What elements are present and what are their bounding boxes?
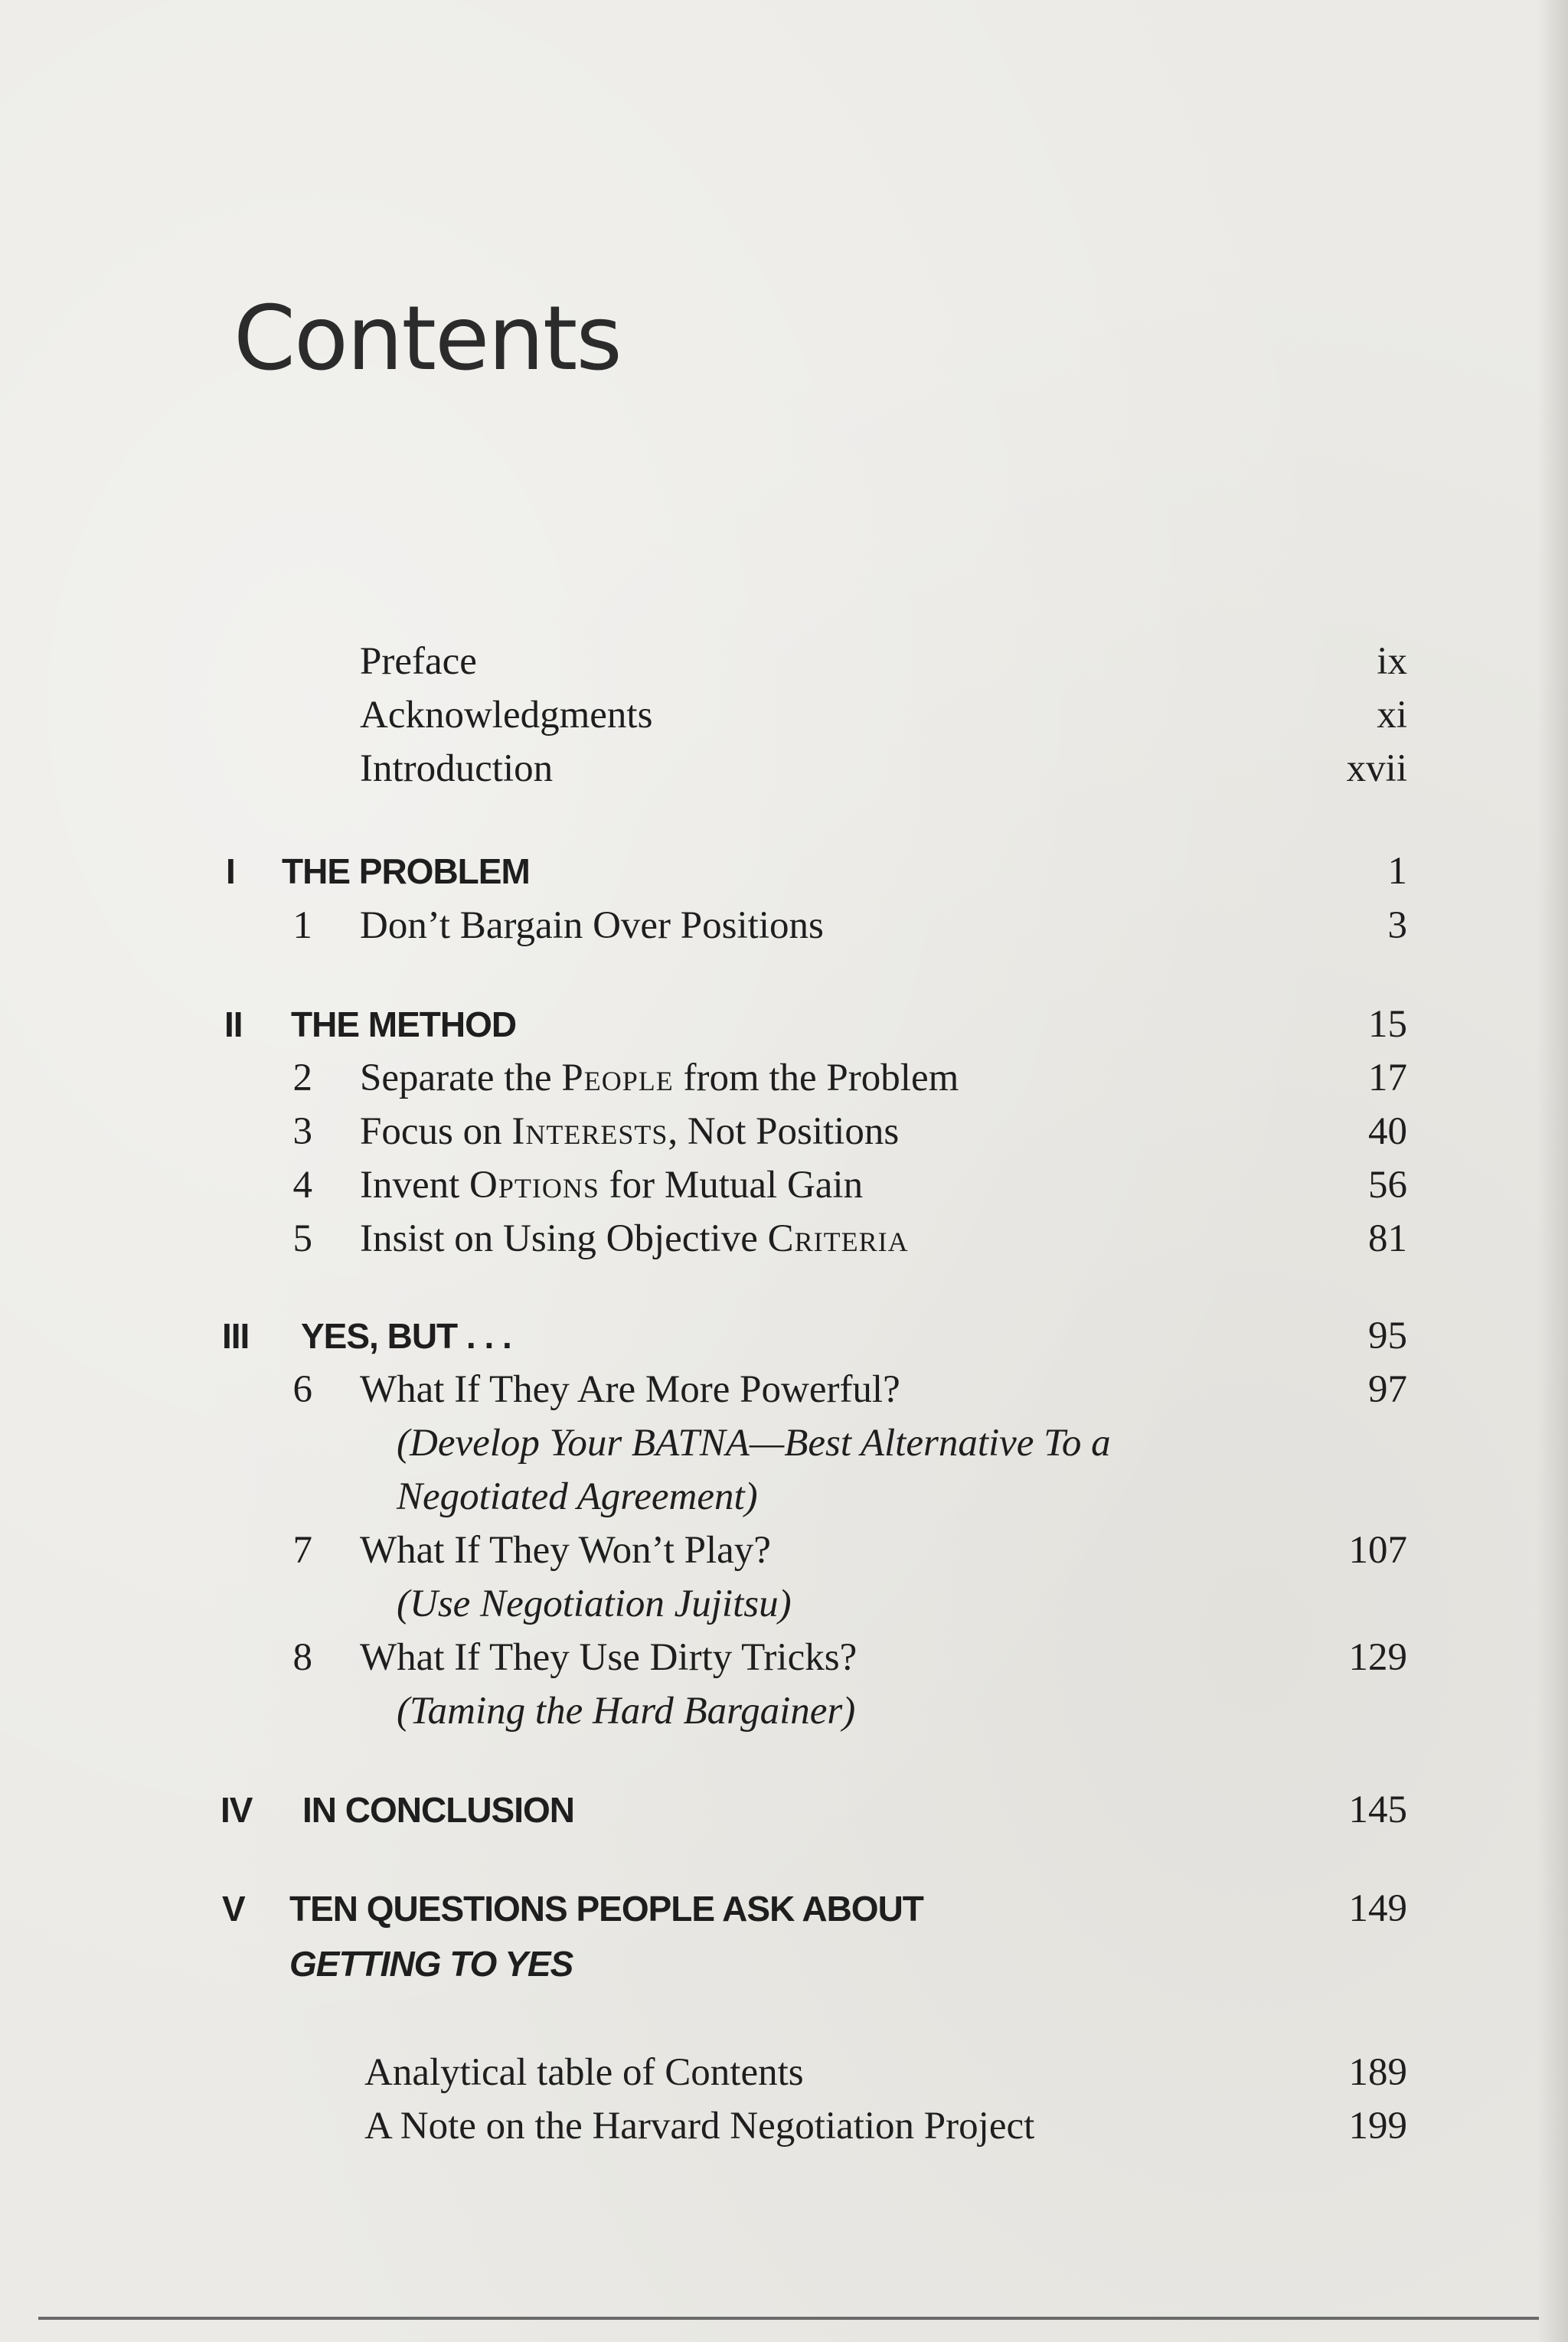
chapter-number: 6 — [292, 1368, 312, 1411]
chapter-number: 8 — [292, 1636, 312, 1679]
part-numeral: II — [224, 1004, 243, 1044]
entry-page: 145 — [1348, 1788, 1407, 1831]
chapter-subtitle: (Develop Your BATNA—Best Alternative To a — [397, 1422, 1111, 1465]
entry-page: 15 — [1368, 1003, 1407, 1046]
toc-entry-preface — [0, 637, 1568, 686]
entry-page: 107 — [1348, 1529, 1407, 1572]
entry-page: ix — [1377, 640, 1407, 683]
toc-chapter-6-subtitle — [0, 1419, 1568, 1468]
toc-part-1 — [0, 847, 1568, 896]
toc-chapter-7 — [0, 1526, 1568, 1575]
chapter-number: 4 — [292, 1164, 312, 1207]
chapter-number: 3 — [292, 1110, 312, 1153]
toc-chapter-8-subtitle — [0, 1687, 1568, 1736]
entry-page: 129 — [1348, 1636, 1407, 1679]
part-numeral: IV — [220, 1790, 253, 1830]
chapter-title: What If They Use Dirty Tricks? — [360, 1636, 858, 1679]
part-title: THE PROBLEM — [282, 851, 530, 891]
part-title: THE METHOD — [291, 1004, 517, 1044]
entry-label: Introduction — [360, 747, 554, 790]
part-title: TEN QUESTIONS PEOPLE ASK ABOUT — [289, 1889, 923, 1929]
toc-chapter-7-subtitle — [0, 1579, 1568, 1628]
entry-page: xvii — [1346, 747, 1407, 790]
toc-chapter-2 — [0, 1053, 1568, 1102]
part-numeral: I — [226, 851, 235, 891]
entry-page: 97 — [1368, 1368, 1407, 1411]
part-title-book-name: GETTING TO YES — [289, 1944, 573, 1984]
entry-page: 17 — [1368, 1057, 1407, 1099]
chapter-title: Invent Options for Mutual Gain — [360, 1164, 864, 1207]
chapter-title: What If They Are More Powerful? — [360, 1368, 900, 1411]
chapter-number: 5 — [292, 1217, 312, 1260]
toc-entry-harvard-note — [0, 2102, 1568, 2151]
toc-chapter-3 — [0, 1107, 1568, 1156]
entry-page: 81 — [1368, 1217, 1407, 1260]
toc-entry-introduction — [0, 744, 1568, 793]
entry-label: A Note on the Harvard Negotiation Project — [364, 2105, 1035, 2148]
chapter-number: 7 — [292, 1529, 312, 1572]
toc-entry-acknowledgments — [0, 691, 1568, 740]
entry-page: xi — [1377, 694, 1407, 737]
chapter-title: Don’t Bargain Over Positions — [360, 904, 824, 947]
page-title: Contents — [234, 287, 621, 390]
part-title: YES, BUT . . . — [301, 1316, 511, 1356]
entry-page: 95 — [1368, 1315, 1407, 1357]
toc-chapter-1 — [0, 901, 1568, 950]
toc-chapter-8 — [0, 1633, 1568, 1682]
chapter-title: Insist on Using Objective Criteria — [360, 1217, 909, 1260]
entry-page: 189 — [1348, 2051, 1407, 2094]
chapter-number: 2 — [292, 1057, 312, 1099]
toc-chapter-5 — [0, 1214, 1568, 1263]
entry-label: Preface — [360, 640, 477, 683]
entry-page: 1 — [1387, 850, 1407, 893]
toc-part-5-title-cont — [0, 1939, 1568, 1988]
toc-part-4 — [0, 1785, 1568, 1834]
part-numeral: V — [222, 1889, 245, 1929]
entry-page: 3 — [1387, 904, 1407, 947]
toc-chapter-6-subtitle-cont — [0, 1472, 1568, 1521]
toc-chapter-6 — [0, 1365, 1568, 1414]
toc-entry-analytical-contents — [0, 2048, 1568, 2097]
entry-page: 40 — [1368, 1110, 1407, 1153]
entry-label: Analytical table of Contents — [364, 2051, 804, 2094]
part-numeral: III — [222, 1316, 250, 1356]
toc-part-3 — [0, 1311, 1568, 1360]
toc-part-2 — [0, 1000, 1568, 1049]
entry-page: 56 — [1368, 1164, 1407, 1207]
chapter-number: 1 — [292, 904, 312, 947]
chapter-title: Focus on Interests, Not Positions — [360, 1110, 900, 1153]
toc-chapter-4 — [0, 1161, 1568, 1210]
part-title: IN CONCLUSION — [302, 1790, 574, 1830]
toc-part-5 — [0, 1884, 1568, 1933]
chapter-title: What If They Won’t Play? — [360, 1529, 771, 1572]
chapter-subtitle: (Taming the Hard Bargainer) — [397, 1690, 856, 1733]
chapter-subtitle: Negotiated Agreement) — [397, 1475, 758, 1518]
chapter-subtitle: (Use Negotiation Jujitsu) — [397, 1583, 792, 1625]
entry-page: 199 — [1348, 2105, 1407, 2148]
bottom-edge-rule — [38, 2317, 1539, 2320]
entry-page: 149 — [1348, 1887, 1407, 1930]
entry-label: Acknowledgments — [360, 694, 653, 737]
chapter-title: Separate the People from the Problem — [360, 1057, 959, 1099]
